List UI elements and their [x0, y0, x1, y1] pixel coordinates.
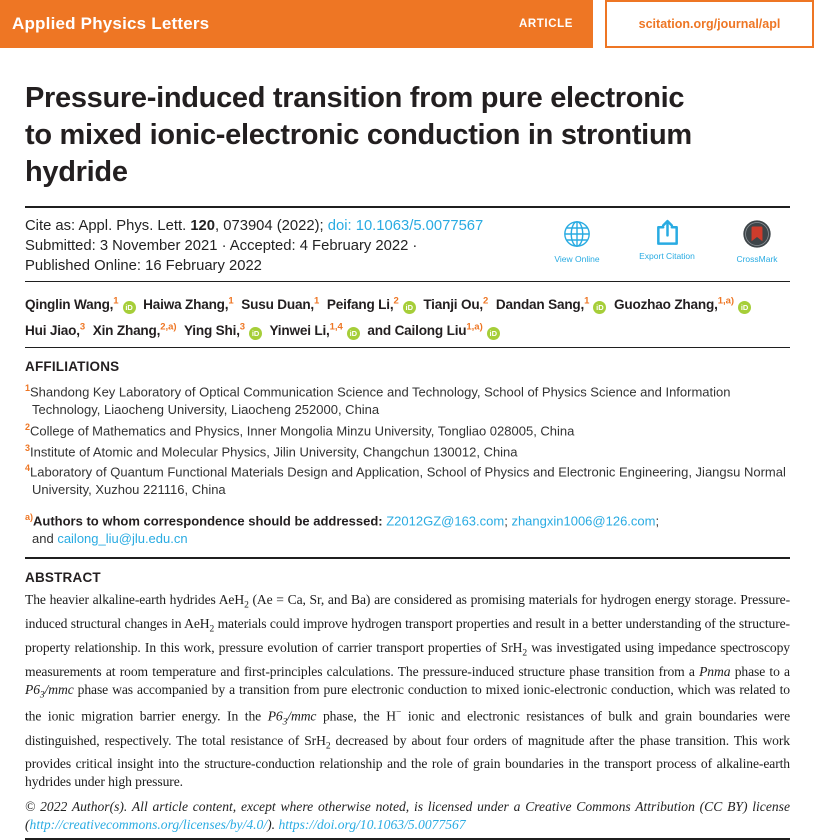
- orcid-icon[interactable]: iD: [249, 327, 262, 340]
- cite-as-line: Cite as: Appl. Phys. Lett. 120, 073904 (2022); doi: 10.1063/5.0077567: [25, 218, 484, 234]
- link[interactable]: Z2012GZ@163.com: [386, 513, 505, 529]
- affiliation-item: $^2$College of Mathematics and Physics, Inner Mongolia Minzu University, Tongliao 028005, China: [25, 421, 575, 438]
- orcid-icon[interactable]: iD: [403, 301, 416, 314]
- author: Haiwa Zhang,$^1$: [143, 295, 234, 312]
- link[interactable]: doi: 10.1063/5.0077567: [327, 218, 484, 234]
- export-citation-icon: [654, 219, 681, 246]
- title-line: hydride: [25, 156, 128, 188]
- author: Susu Duan,$^1$: [241, 295, 320, 312]
- author: and Cailong Liu$^{1,a)}$iD: [367, 323, 499, 338]
- title-line: to mixed ionic-electronic conduction in strontium: [25, 119, 692, 151]
- journal-banner: [0, 0, 593, 48]
- view-online-label: View Online: [554, 254, 600, 264]
- article-action-buttons: [544, 216, 790, 276]
- affiliation-item: $^1$Shandong Key Laboratory of Optical Communication Science and Technology, School of Physics Science and Information Technology, Liaocheng University, Liaocheng 252000, China: [25, 383, 731, 417]
- article-type-badge: ARTICLE: [518, 18, 573, 30]
- title-line: Pressure-induced transition from pure electronic: [25, 82, 685, 114]
- author: Ying Shi,$^3$iD: [184, 323, 262, 338]
- globe-icon: [562, 219, 592, 249]
- journal-url-link[interactable]: scitation.org/journal/apl: [638, 17, 781, 31]
- orcid-icon[interactable]: iD: [347, 327, 360, 340]
- export-citation-button[interactable]: [634, 219, 700, 276]
- article-title: [25, 80, 790, 191]
- author: Hui Jiao,$^3$: [25, 321, 86, 339]
- abstract-heading: ABSTRACT: [25, 570, 101, 586]
- author: Yinwei Li,$^{1,4}$iD: [269, 323, 359, 338]
- abstract-section: [25, 570, 790, 791]
- view-online-button[interactable]: [544, 219, 610, 276]
- orcid-icon[interactable]: iD: [123, 301, 136, 314]
- orcid-icon[interactable]: iD: [487, 327, 500, 340]
- author: Peifang Li,$^2$iD: [327, 297, 416, 312]
- link[interactable]: https://doi.org/10.1063/5.0077567: [278, 817, 466, 833]
- author: Tianji Ou,$^2$: [423, 295, 489, 312]
- author: Qinglin Wang,$^1$iD: [25, 297, 136, 312]
- orcid-icon[interactable]: iD: [593, 301, 606, 314]
- journal-title: Applied Physics Letters: [12, 14, 210, 33]
- author: Xin Zhang,$^{2,a)}$: [92, 321, 177, 339]
- affiliations-section: [25, 359, 790, 499]
- crossmark-button[interactable]: [724, 219, 790, 276]
- author: Dandan Sang,$^1$iD: [496, 297, 607, 312]
- link[interactable]: cailong_liu@jlu.edu.cn: [57, 530, 188, 546]
- copyright-notice: © 2022 Author(s). All article content, except where otherwise noted, is licensed under a Creative Commons Attribution (CC BY) license (http://creativecommons.org/licenses/by/4.0/). https://doi.org/10.1063/5.0077567: [25, 799, 790, 833]
- link[interactable]: zhangxin1006@126.com: [511, 513, 656, 529]
- affiliation-item: $^4$Laboratory of Quantum Functional Materials Design and Application, School of Physics and Electronic Engineering, Jiangsu Normal University, Xuzhou 221116, China: [25, 463, 786, 498]
- affiliation-item: $^3$Institute of Atomic and Molecular Physics, Jilin University, Changchun 130012, China: [25, 442, 518, 459]
- export-citation-label: Export Citation: [639, 251, 695, 261]
- correspondence-footnote: $^{a)}$Authors to whom correspondence should be addressed: Z2012GZ@163.com; zhangxin1006@126.com; and cailong_liu@jlu.edu.cn: [25, 511, 660, 546]
- crossmark-label: CrossMark: [736, 254, 778, 264]
- author: Guozhao Zhang,$^{1,a)}$iD: [614, 297, 751, 312]
- published-online-line: Published Online: 16 February 2022: [25, 258, 262, 274]
- page-body: [0, 80, 814, 840]
- affiliation-list: [25, 380, 790, 499]
- affiliations-heading: AFFILIATIONS: [25, 359, 120, 375]
- orcid-icon[interactable]: iD: [738, 301, 751, 314]
- divider-below-authors: [25, 347, 790, 348]
- citation-info: [25, 216, 483, 276]
- crossmark-icon: [742, 219, 772, 249]
- abstract-text: The heavier alkaline-earth hydrides AeH$_2$ (Ae = Ca, Sr, and Ba) are considered as promising materials for hydrogen energy storage. Pressure-induced structural changes in AeH$_2$ materials could improve hydrogen transport properties and result in a better understanding of the structure-property relationship. In this work, pressure evolution of carrier transport properties of SrH$_2$ was investigated using impedance spectroscopy measurements at room temperature and first-principles calculations. The pressure-induced structure phase transition from a Pnma phase to a $P6_3$/mmc phase was accompanied by a transition from pure electronic conduction to mixed ionic-electronic conduction, which was related to the ionic migration barrier energy. In the $P6_3$/mmc phase, the H− ionic and electronic resistances of bulk and grain boundaries were distinguished, respectively. The total resistance of SrH$_2$ decreased by about four orders of magnitude after the phase transition. This work provides critical insight into the structure-conduction relationship and the role of grain boundaries in the transport process of alkaline-earth hydrides under high pressure.: [25, 592, 791, 790]
- citation-section: [25, 208, 790, 281]
- submitted-accepted-line: Submitted: 3 November 2021 · Accepted: 4 February 2022 ·: [25, 238, 418, 254]
- journal-header: [0, 0, 814, 48]
- link[interactable]: http://creativecommons.org/licenses/by/4.0/: [29, 817, 268, 833]
- author-list: [25, 282, 790, 347]
- journal-url-box: [605, 0, 814, 48]
- divider-above-abstract: [25, 557, 790, 559]
